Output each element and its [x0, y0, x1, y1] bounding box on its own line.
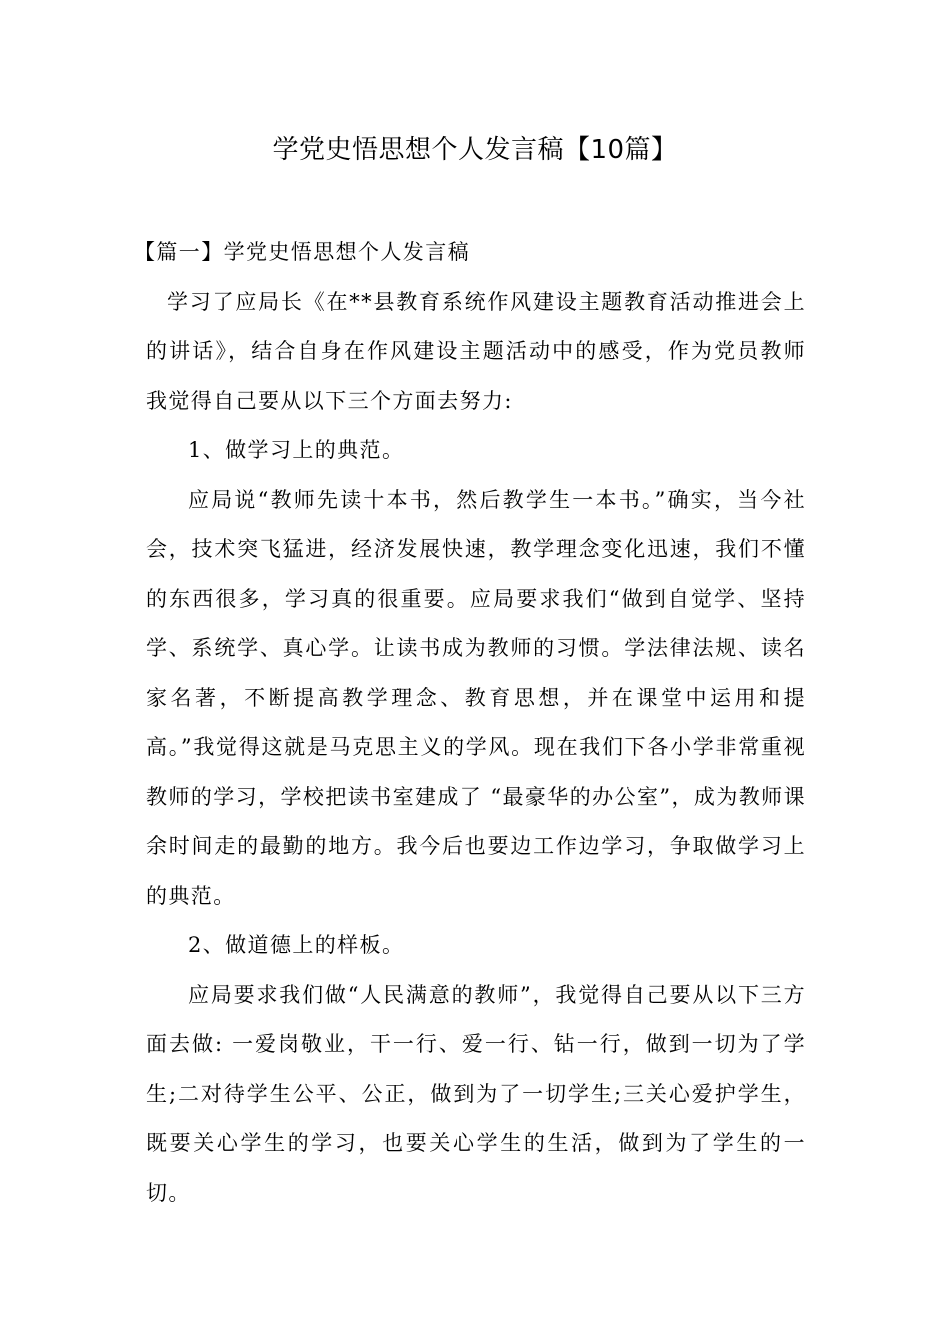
- document-title: 学党史悟思想个人发言稿【10篇】: [272, 135, 678, 165]
- paragraph-point-1-heading: 1、做学习上的典范。: [188, 438, 405, 462]
- document-body: [134, 228, 806, 1218]
- paragraph-point-1-body: 应局说“教师先读十本书，然后教学生一本书。”确实，当今社会，技术突飞猛进，经济发展快速，教学理念变化迅速，我们不懂的东西很多，学习真的很重要。应局要求我们“做到自觉学、坚持学、系统学、真心学。让读书成为教师的习惯。学法律法规、读名家名著，不断提高教学理念、教育思想，并在课堂中运用和提高。”我觉得这就是马克思主义的学风。现在我们下各小学非常重视教师的学习，学校把读书室建成了 “最豪华的办公室”，成为教师课余时间走的最勤的地方。我今后也要边工作边学习，争取做学习上的典范。: [146, 487, 806, 908]
- paragraph-point-2-body: 应局要求我们做“人民满意的教师”，我觉得自己要从以下三方面去做: 一爱岗敬业，干一行、爱一行、钻一行，做到一切为了学生;二对待学生公平、公正，做到为了一切学生;三关心爱护学生，既要关心学生的学习，也要关心学生的生活，做到为了学生的一切。: [146, 982, 806, 1205]
- paragraph-point-2-heading: 2、做道德上的样板。: [188, 933, 405, 957]
- paragraph-intro: 学习了应局长《在**县教育系统作风建设主题教育活动推进会上的讲话》，结合自身在作风建设主题活动中的感受，作为党员教师我觉得自己要从以下三个方面去努力:: [146, 289, 806, 413]
- section-heading: 【篇一】学党史悟思想个人发言稿: [134, 240, 470, 264]
